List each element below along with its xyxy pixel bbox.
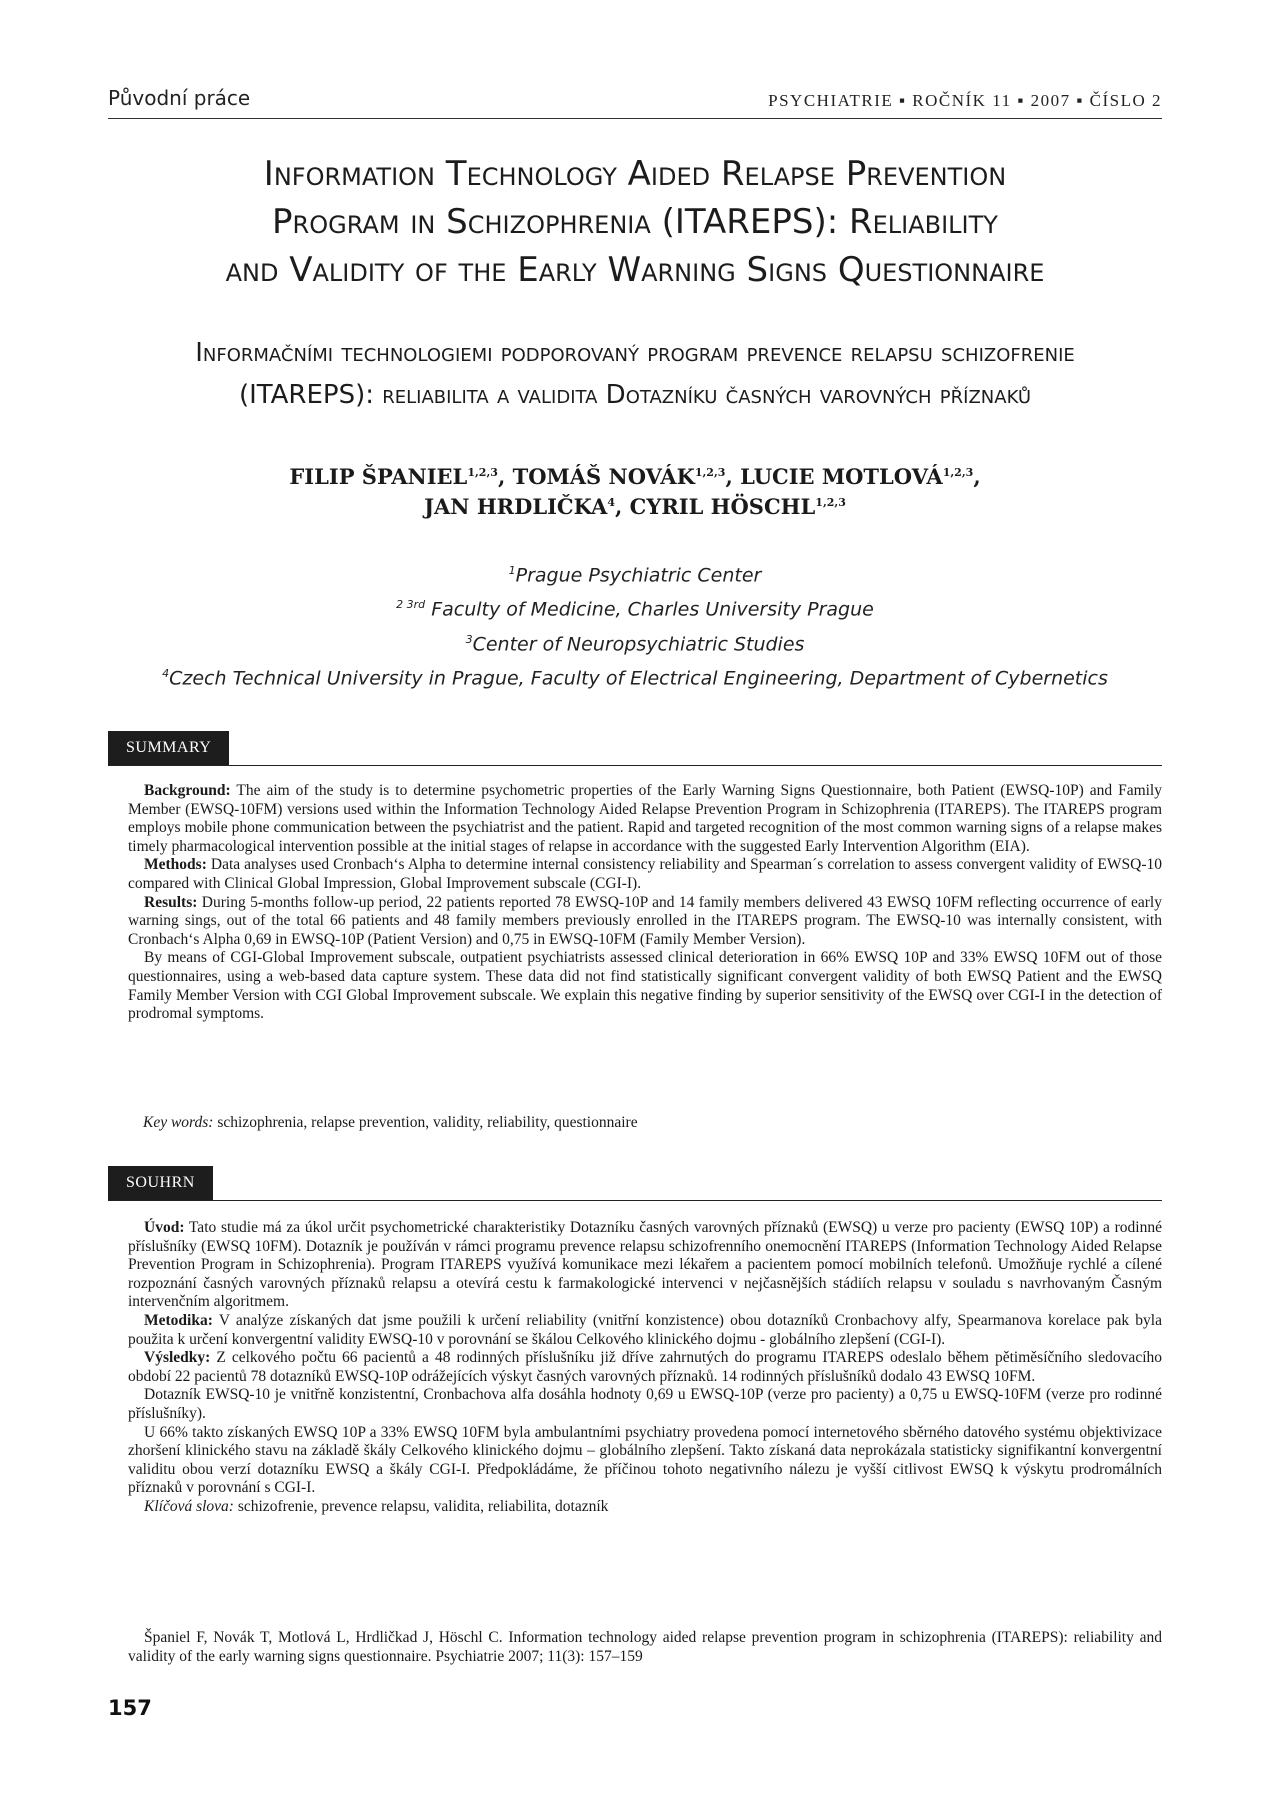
souhrn-vysledky-continued-2: U 66% takto získaných EWSQ 10P a 33% EWSQ 10FM byla ambulantními psychiatry provedena pomocí internetového sběrného datového systému objektivizace zhoršení klinického stavu na základě škály Celkového klinického dojmu – globálního zlepšení. Takto získaná data neprokázala statisticky signifikantní konvergentní validitu obou verzí dotazníku EWSQ a škály CGI-I. Předpokládáme, že příčinou tohoto negativního nálezu je vyšší citlivost EWSQ k výskytu prodromálních příznaků v porovnání s CGI-I. xyxy=(128,1423,1162,1497)
affiliation-sup: 4 xyxy=(162,666,170,680)
author-affiliation-sup: 1,2,3 xyxy=(942,466,974,479)
article-title-english xyxy=(108,150,1162,294)
title-line-1: Information Technology Aided Relapse Prevention xyxy=(263,154,1007,194)
vysledky-label: Výsledky: xyxy=(144,1349,211,1367)
author-name: CYRIL HÖSCHL xyxy=(629,494,816,519)
summary-body xyxy=(128,782,1162,1024)
affiliation-item xyxy=(80,625,1190,659)
souhrn-body xyxy=(128,1219,1162,1517)
affiliation-list xyxy=(80,556,1190,693)
article-title-czech xyxy=(108,332,1162,416)
background-label: Background: xyxy=(144,782,231,799)
metodika-label: Metodika: xyxy=(144,1311,213,1329)
summary-background xyxy=(128,782,1162,856)
author-separator: , xyxy=(973,464,981,489)
author-line-1 xyxy=(108,460,1162,490)
title-cz-line-2: (ITAREPS): reliabilita a validita Dotazníku časných varovných příznaků xyxy=(238,380,1032,410)
summary-results-continued: By means of CGI-Global Improvement subscale, outpatient psychiatrists assessed clinical deterioration in 66% EWSQ 10P and 33% EWSQ 10FM out of those questionnaires, using a web-based data capture system. These data did not find statistically significant convergent validity of both EWSQ Patient and the EWSQ Family Member Version with CGI Global Improvement subscale. We explain this negative finding by superior sensitivity of the EWSQ over CGI-I in the detection of prodromal symptoms. xyxy=(128,949,1162,1023)
souhrn-keywords xyxy=(128,1498,1162,1517)
affiliation-sup: 2 3rd xyxy=(396,598,426,612)
journal-issue-label: PSYCHIATRIE ▪ ROČNÍK 11 ▪ 2007 ▪ ČÍSLO 2 xyxy=(768,91,1162,110)
metodika-text: V analýze získaných dat jsme použili k určení reliability (vnitřní konzistence) obou dotazníků Cronbachovy alfy, Spearmanova korelace pak byla použita k určení konvergentní validity EWSQ-10 v porovnání se škálou Celkového klinického dojmu - globálního zlepšení (CGI-I). xyxy=(128,1311,1162,1348)
page-number: 157 xyxy=(108,1696,152,1720)
methods-text: Data analyses used Cronbach‘s Alpha to determine internal consistency reliability and Spearman´s correlation to assess convergent validity of EWSQ-10 compared with Clinical Global Impression, Global Improvement subscale (CGI-I). xyxy=(128,856,1162,892)
klicova-slova-text: schizofrenie, prevence relapsu, validita, reliabilita, dotazník xyxy=(233,1497,609,1515)
affiliation-text: Czech Technical University in Prague, Faculty of Electrical Engineering, Department of Cybernetics xyxy=(169,667,1108,690)
affiliation-sup: 3 xyxy=(465,632,473,646)
author-name: LUCIE MOTLOVÁ xyxy=(740,464,943,489)
souhrn-vysledky xyxy=(128,1349,1162,1386)
uvod-text: Tato studie má za úkol určit psychometrické charakteristiky Dotazníku časných varovných příznaků (EWSQ) u verze pro pacienty (EWSQ 10P) a rodinné příslušníky (EWSQ 10FM). Dotazník je používán v rámci programu prevence relapsu schizofrenního onemocnění ITAREPS (Information Technology Aided Relapse Prevention Program in Schizophrenia). Program ITAREPS využívá komunikace mezi lékařem a pacientem pomocí mobilních telefonů. Umožňuje rychlé a cílené rozpoznání časných varovných příznaků relapsu a otevírá cestu k farmakologické intervenci v nejčasnějších stádiích relapsu v souladu s navrhovaným Časným intervenčním algoritmem. xyxy=(128,1219,1162,1311)
souhrn-uvod xyxy=(128,1219,1162,1312)
summary-heading-bar xyxy=(108,731,1162,766)
keywords-label: Key words: xyxy=(143,1114,214,1131)
summary-results xyxy=(128,894,1162,950)
affiliation-sup: 1 xyxy=(508,564,516,577)
author-separator: , xyxy=(497,464,513,489)
author-affiliation-sup: 1,2,3 xyxy=(694,466,726,479)
author-affiliation-sup: 1,2,3 xyxy=(815,496,846,509)
article-citation: Španiel F, Novák T, Motlová L, Hrdličkad J, Höschl C. Information technology aided relapse prevention program in schizophrenia (ITAREPS): reliability and validity of the early warning signs questionnaire. Psychiatrie 2007; 11(3): 157–159 xyxy=(128,1629,1162,1665)
souhrn-heading: SOUHRN xyxy=(108,1166,213,1200)
section-type-label: Původní práce xyxy=(108,86,251,110)
author-line-2 xyxy=(108,490,1162,520)
title-line-2: Program in Schizophrenia (ITAREPS): Reliability xyxy=(272,202,998,242)
souhrn-vysledky-continued: Dotazník EWSQ-10 je vnitřně konzistentní, Cronbachova alfa dosáhla hodnoty 0,69 u EWSQ-10P (verze pro pacienty) a 0,75 u EWSQ-10FM (verze pro rodinné příslušníky). xyxy=(128,1386,1162,1422)
author-name: FILIP ŠPANIEL xyxy=(289,464,468,489)
uvod-label: Úvod: xyxy=(144,1219,185,1236)
author-name: TOMÁŠ NOVÁK xyxy=(512,464,695,489)
affiliation-item xyxy=(80,590,1190,624)
affiliation-item xyxy=(80,659,1190,693)
summary-heading: SUMMARY xyxy=(108,731,229,765)
author-separator: , xyxy=(614,494,630,519)
header-divider xyxy=(108,118,1162,119)
affiliation-text: Faculty of Medicine, Charles University Prague xyxy=(431,598,874,621)
vysledky-text: Z celkového počtu 66 pacientů a 48 rodinných příslušníku již dříve zahrnutých do programu ITAREPS odeslalo během pětiměsíčního sledovacího období 22 pacientů 78 dotazníků EWSQ-10P odrážejících výskyt časných varovných příznaků. 14 rodinných příslušníků dodalo 43 EWSQ 10FM. xyxy=(128,1349,1162,1385)
results-text: During 5-months follow-up period, 22 patients reported 78 EWSQ-10P and 14 family members delivered 43 EWSQ 10FM reflecting occurrence of early warning sings, out of the total 66 patients and 48 family members previously enrolled in the ITAREPS program. The EWSQ-10 was internally consistent, with Cronbach‘s Alpha 0,69 in EWSQ-10P (Patient Version) and 0,75 in EWSQ-10FM (Family Member Version). xyxy=(128,893,1162,948)
souhrn-metodika xyxy=(128,1312,1162,1349)
author-list xyxy=(108,460,1162,520)
author-name: JAN HRDLIČKA xyxy=(424,494,608,519)
klicova-slova-label: Klíčová slova: xyxy=(144,1497,234,1515)
affiliation-text: Prague Psychiatric Center xyxy=(515,564,762,587)
author-separator: , xyxy=(725,464,741,489)
author-affiliation-sup: 4 xyxy=(607,496,615,509)
title-line-3: and Validity of the Early Warning Signs Questionnaire xyxy=(225,250,1045,290)
author-affiliation-sup: 1,2,3 xyxy=(467,466,498,479)
results-label: Results: xyxy=(144,893,198,911)
methods-label: Methods: xyxy=(144,856,207,874)
affiliation-item xyxy=(80,556,1190,590)
title-cz-line-1: Informačními technologiemi podporovaný program prevence relapsu schizofrenie xyxy=(195,338,1075,368)
keywords-text: schizophrenia, relapse prevention, validity, reliability, questionnaire xyxy=(213,1114,638,1131)
summary-keywords xyxy=(143,1114,638,1132)
affiliation-text: Center of Neuropsychiatric Studies xyxy=(472,632,805,655)
souhrn-heading-bar xyxy=(108,1166,1162,1201)
background-text: The aim of the study is to determine psychometric properties of the Early Warning Signs Questionnaire, both Patient (EWSQ-10P) and Family Member (EWSQ-10FM) versions used within the Information Technology Aided Relapse Prevention Program in Schizophrenia (ITAREPS). The ITAREPS program employs mobile phone communication between the psychiatrist and the patient. Rapid and targeted recognition of the most common warning signs of a relapse makes timely pharmacological intervention possible at the initial stages of relapse in accordance with the suggested Early Intervention Algorithm (EIA). xyxy=(128,782,1162,855)
summary-methods xyxy=(128,856,1162,893)
